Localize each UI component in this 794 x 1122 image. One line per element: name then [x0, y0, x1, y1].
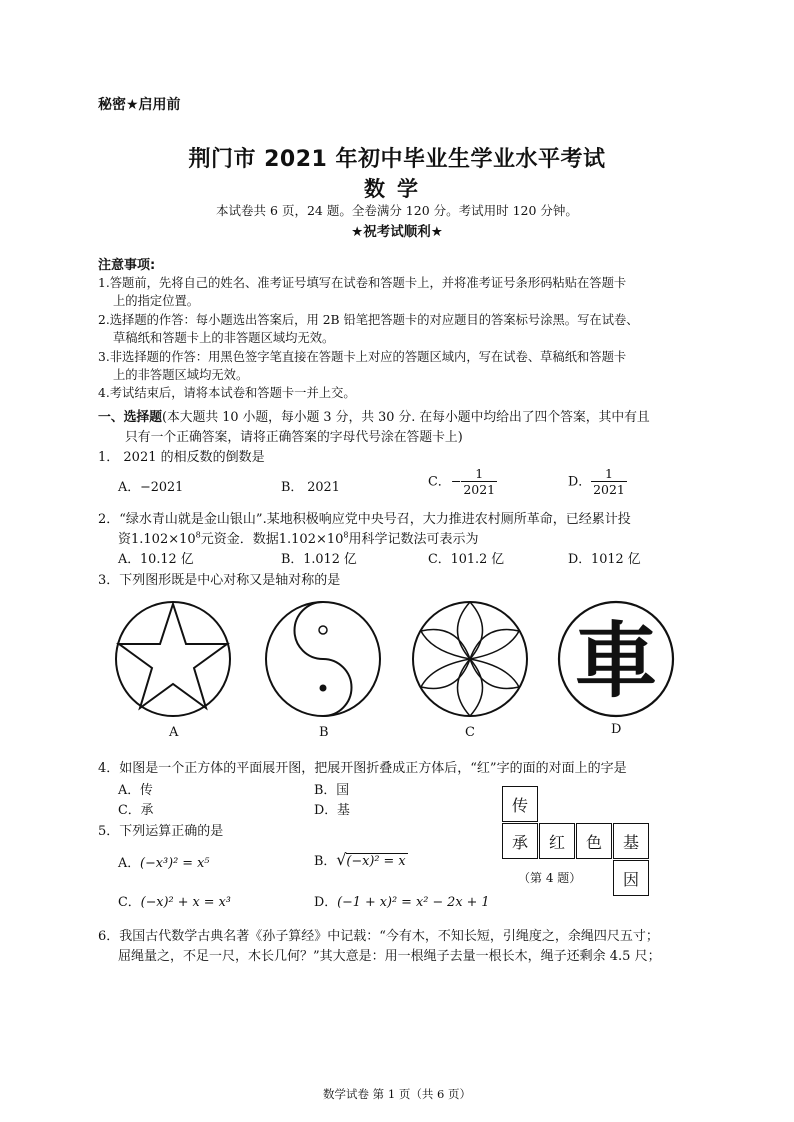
- q5-option-d: [314, 891, 490, 910]
- net-cell-yin: 因: [613, 860, 649, 896]
- figure-d-character: 車: [574, 614, 658, 709]
- q2-option-a: A．10.12 亿: [118, 552, 194, 567]
- note-3: 3.非选择题的作答：用黑色签字笔直接在答题卡上对应的答题区域内，写在试卷、草稿纸和答题卡: [98, 350, 627, 364]
- note-1: 1.答题前，先将自己的姓名、准考证号填写在试卷和答题卡上，并将准考证号条形码粘贴在答题卡: [98, 276, 627, 290]
- net-cell-chuan: 传: [502, 786, 538, 822]
- note-1-cont: 上的指定位置。: [113, 294, 200, 308]
- q5-d-label: D．: [314, 895, 338, 910]
- q6-line-2: 屈绳量之，不足一尺，木长几何？”其大意是：用一根绳子去量一根长木，绳子还剩余 4.5 尺；: [118, 949, 661, 964]
- notes-title: 注意事项:: [98, 258, 156, 273]
- q2-exponent: 8: [195, 530, 201, 540]
- q5-c-label: C．: [118, 895, 141, 910]
- q5-a-label: A．: [118, 856, 141, 871]
- q5-stem: 5．下列运算正确的是: [98, 824, 224, 839]
- q5-option-c: [118, 891, 231, 910]
- figure-c-six-petal-flower: [413, 602, 527, 716]
- q2-exponent: 8: [343, 530, 349, 540]
- q5-a-expression: (−x³)² = x⁵: [140, 856, 210, 871]
- q4-option-c: C．承: [118, 803, 154, 818]
- section-instructions-cont: 只有一个正确答案，请将正确答案的字母代号涂在答题卡上): [125, 430, 463, 445]
- q5-b-label: B．: [314, 854, 337, 869]
- q1-d-fraction: [591, 466, 627, 498]
- note-3-cont: 上的非答题区域均无效。: [113, 368, 249, 382]
- figure-label-b: B: [319, 725, 329, 740]
- figure-label-c: C: [465, 725, 475, 740]
- page-footer: 数学试卷 第 1 页（共 6 页）: [323, 1087, 471, 1101]
- figure-b-yin-yang: [266, 602, 380, 716]
- note-2-cont: 草稿纸和答题卡上的非答题区域均无效。: [113, 331, 335, 345]
- note-2: 2.选择题的作答：每小题选出答案后，用 2B 铅笔把答题卡的对应题目的答案标号涂黑。写在试卷、: [98, 313, 639, 327]
- figure-label-d: D: [611, 722, 622, 737]
- fraction-denominator: 2021: [463, 482, 496, 497]
- q1-c-label: C．: [428, 474, 451, 490]
- q1-option-c: [428, 466, 497, 498]
- q5-c-expression: (−x)² + x = x³: [140, 895, 231, 910]
- q1-option-b: B． 2021: [281, 480, 340, 495]
- q1-option-d: [568, 466, 627, 498]
- q2-option-b: B．1.012 亿: [281, 552, 357, 567]
- figure-a-star-in-circle: [116, 602, 230, 716]
- note-4: 4.考试结束后，请将本试卷和答题卡一并上交。: [98, 386, 356, 400]
- net-cell-ji: 基: [613, 823, 649, 859]
- q1-stem: 1． 2021 的相反数的倒数是: [98, 450, 265, 465]
- exam-title: 荆门市 2021 年初中毕业生学业水平考试: [188, 147, 606, 172]
- net-cell-se: 色: [576, 823, 612, 859]
- q1-option-a: A．−2021: [118, 480, 184, 495]
- q5-d-expression: (−1 + x)² = x² − 2x + 1: [337, 895, 490, 910]
- fraction-numerator: 1: [591, 466, 627, 482]
- q2-text-1: 资1.102×10: [118, 532, 196, 547]
- q4-option-a: A．传: [118, 783, 153, 798]
- q5-option-b: [314, 850, 408, 869]
- q2-option-c: C．101.2 亿: [428, 552, 505, 567]
- fraction-denominator: 2021: [593, 482, 625, 497]
- q4-figure-caption: （第 4 题）: [518, 871, 582, 885]
- figure-label-a: A: [169, 725, 179, 740]
- subject-title: 数学: [364, 177, 430, 201]
- q2-text-3: 用科学记数法可表示为: [348, 532, 479, 547]
- exam-info: 本试卷共 6 页，24 题。全卷满分 120 分。考试用时 120 分钟。: [216, 203, 578, 218]
- confidential-label: 秘密★启用前: [98, 97, 181, 113]
- q1-c-sign: −: [450, 474, 462, 490]
- q2-stem-cont: [118, 528, 479, 547]
- q2-text-2: 元资金．数据1.102×10: [200, 532, 344, 547]
- q6-line-1: 6．我国古代数学古典名著《孙子算经》中记载：“今有木，不知长短，引绳度之，余绳四尺五寸；: [98, 929, 659, 944]
- good-luck-line: ★祝考试顺利★: [351, 224, 443, 240]
- q3-figures: [110, 600, 710, 720]
- q1-d-label: D．: [568, 474, 592, 490]
- q1-c-fraction: [461, 466, 497, 498]
- q4-option-d: D．基: [314, 803, 350, 818]
- section-header: [98, 406, 650, 425]
- q5-b-expression: (−x)² = x: [346, 854, 406, 869]
- net-cell-cheng: 承: [502, 823, 538, 859]
- q3-stem: 3．下列图形既是中心对称又是轴对称的是: [98, 573, 341, 588]
- q2-option-d: D．1012 亿: [568, 552, 641, 567]
- figure-d-character-in-circle: [559, 602, 673, 716]
- fraction-numerator: 1: [461, 466, 497, 482]
- sqrt-icon: √: [336, 850, 347, 869]
- q5-option-a: [118, 852, 209, 871]
- q4-option-b: B．国: [314, 783, 349, 798]
- net-cell-hong: 红: [539, 823, 575, 859]
- section-label: 一、选择题: [98, 410, 162, 425]
- q4-stem: 4．如图是一个正方体的平面展开图，把展开图折叠成正方体后，“红”字的面的对面上的字是: [98, 761, 627, 776]
- q2-stem: 2．“绿水青山就是金山银山”.某地积极响应党中央号召，大力推进农村厕所革命，已经累计投: [98, 512, 631, 527]
- section-instructions: (本大题共 10 小题，每小题 3 分，共 30 分. 在每小题中均给出了四个答案，其中有且: [161, 410, 650, 425]
